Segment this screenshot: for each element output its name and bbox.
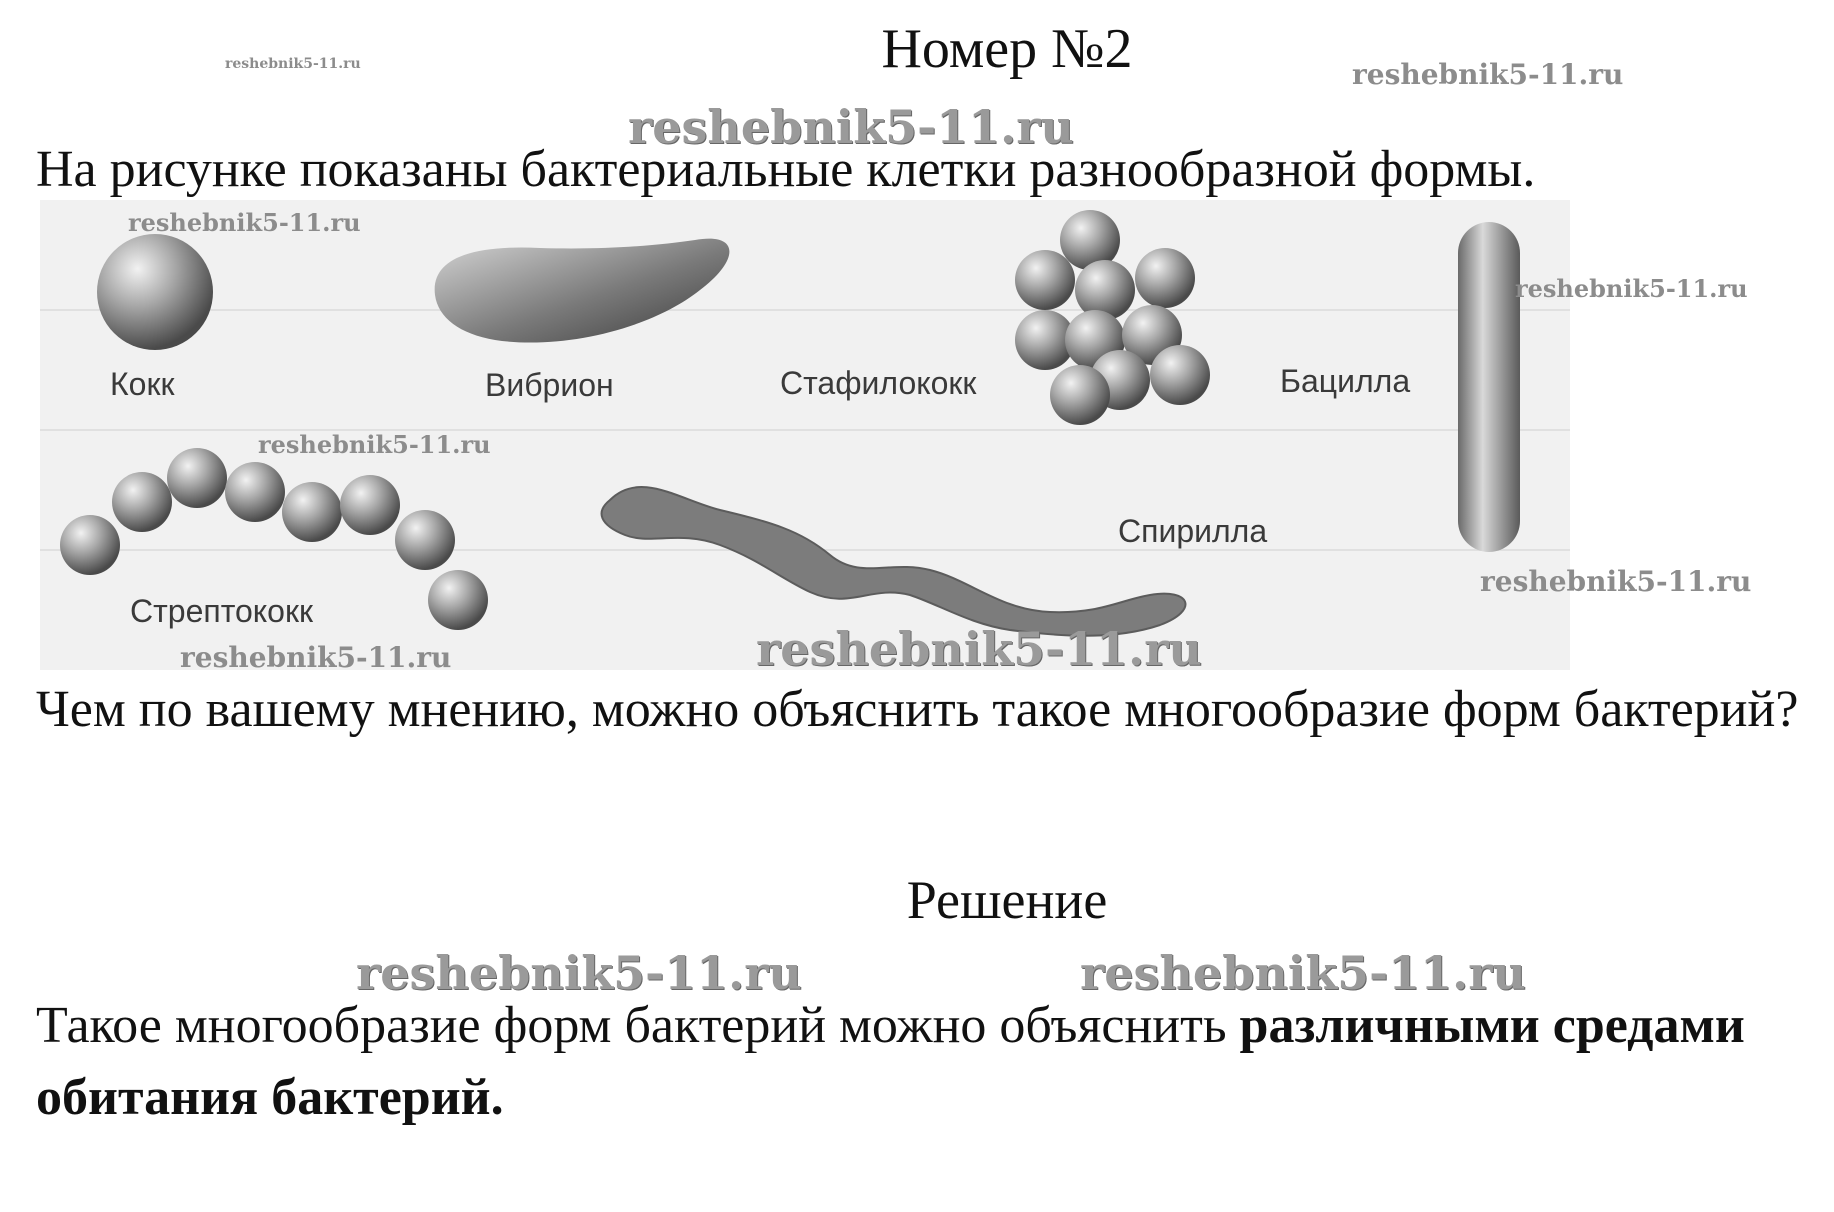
streptococcus-label: Стрептококк xyxy=(130,593,313,629)
watermark: reshebnik5-11.ru xyxy=(225,56,361,72)
spirillum-cell xyxy=(602,487,1186,636)
watermark: reshebnik5-11.ru xyxy=(258,430,491,459)
bacillus-cell xyxy=(1458,222,1520,552)
staphylococcus-cluster xyxy=(1015,210,1210,425)
solution-title: Решение xyxy=(906,870,1108,930)
watermark: reshebnik5-11.ru xyxy=(128,208,361,237)
spirillum-label: Спирилла xyxy=(1118,513,1268,549)
watermark: reshebnik5-11.ru xyxy=(356,946,802,1000)
watermark: reshebnik5-11.ru xyxy=(756,622,1202,676)
page-title: Номер №2 xyxy=(881,18,1133,80)
answer-bold: различными средами обитания бактерий. xyxy=(36,997,1745,1126)
vibrio-label: Вибрион xyxy=(485,367,614,403)
watermark: reshebnik5-11.ru xyxy=(180,641,452,674)
watermark: reshebnik5-11.ru xyxy=(1480,565,1752,598)
question-text: Чем по вашему мнению, можно объяснить такое многообразие форм бактерий? xyxy=(36,681,1799,738)
coccus-label: Кокк xyxy=(110,366,175,402)
bacillus-label: Бацилла xyxy=(1280,363,1411,399)
watermark: reshebnik5-11.ru xyxy=(1515,274,1748,303)
staphylococcus-label: Стафилококк xyxy=(780,365,977,401)
watermark: reshebnik5-11.ru xyxy=(1352,58,1624,91)
coccus-cell xyxy=(97,234,213,350)
watermark: reshebnik5-11.ru xyxy=(1080,946,1526,1000)
intro-text: На рисунке показаны бактериальные клетки разнообразной формы. xyxy=(36,141,1536,198)
answer-text xyxy=(36,990,1816,1134)
answer-plain: Такое многообразие форм бактерий можно объяснить xyxy=(36,997,1240,1054)
vibrio-cell xyxy=(435,239,730,343)
watermark: reshebnik5-11.ru xyxy=(628,100,1074,154)
